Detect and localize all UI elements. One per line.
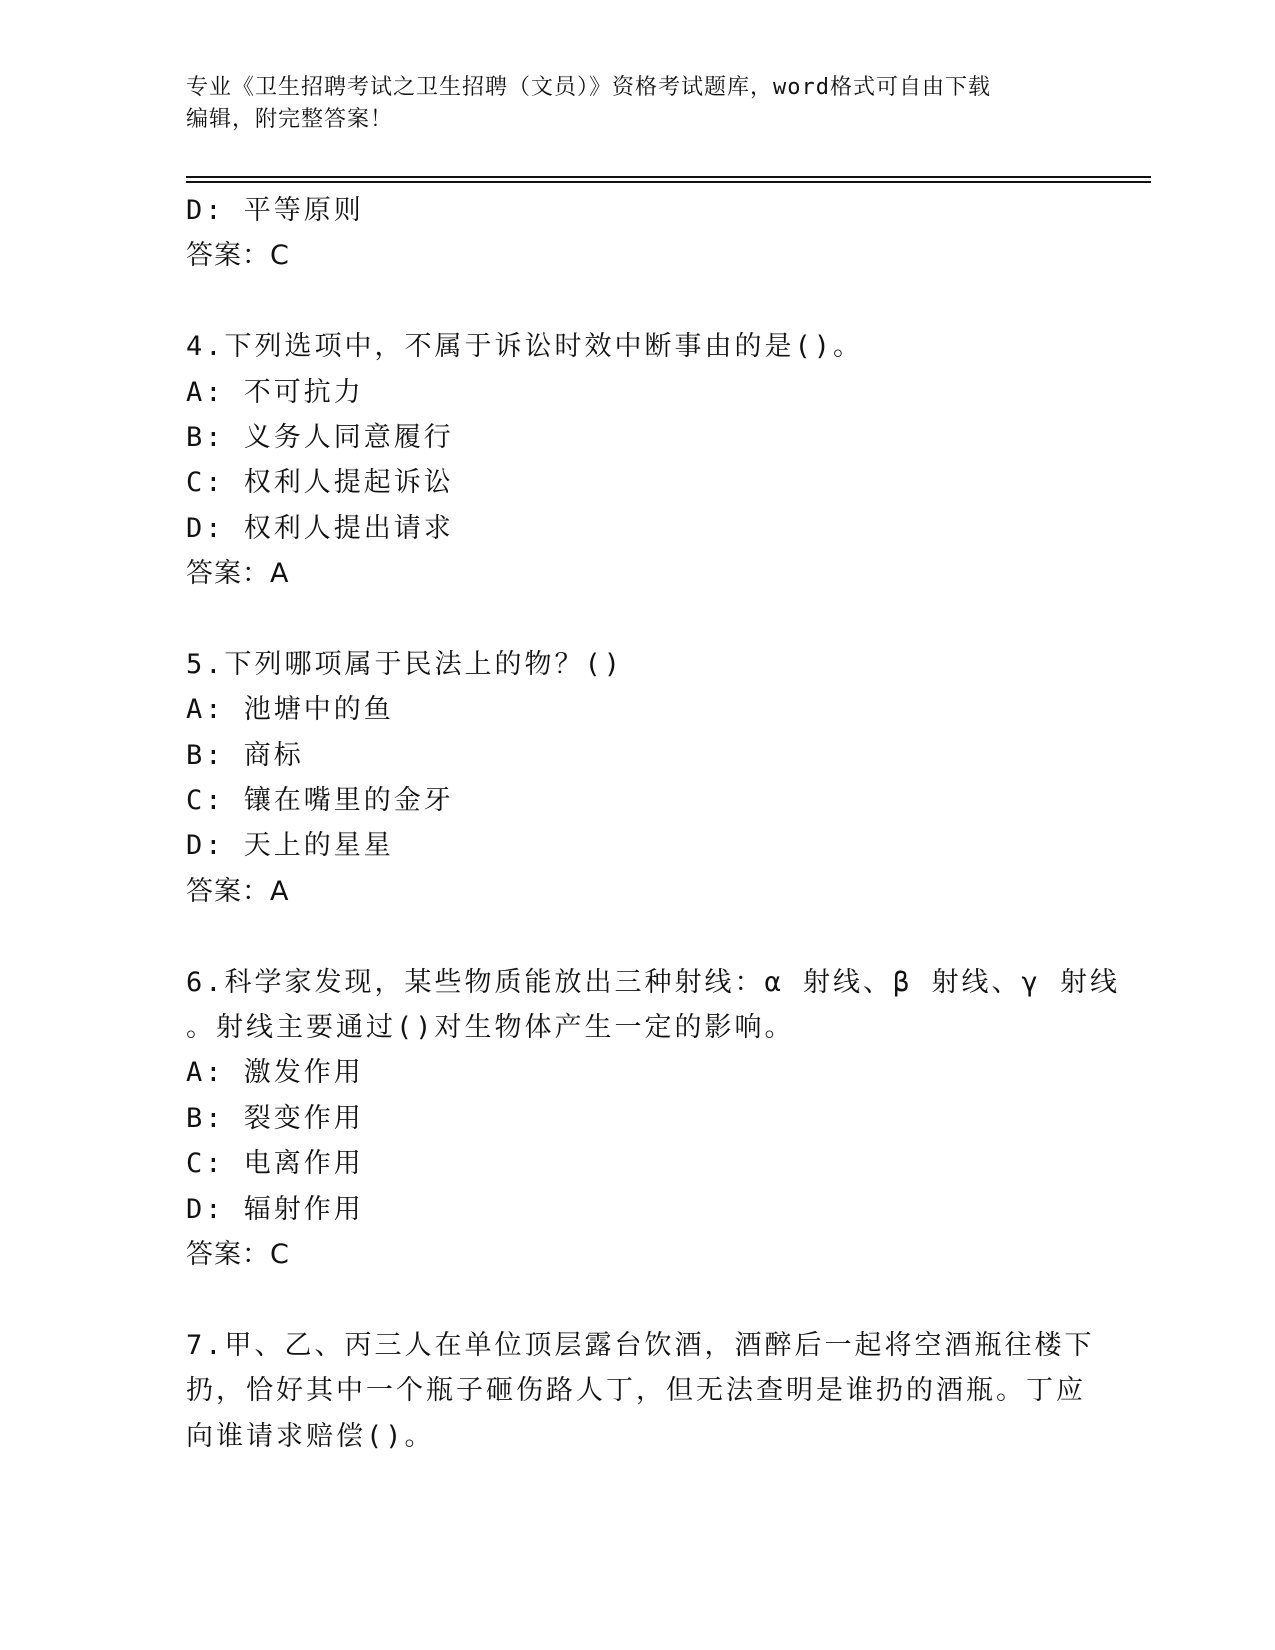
- spacer: [186, 914, 1086, 959]
- question-5: [186, 642, 1086, 914]
- option-c: C: 权利人提起诉讼: [186, 467, 454, 499]
- question-stem: 4.下列选项中，不属于诉讼时效中断事由的是()。: [186, 331, 864, 363]
- header-line-2: 编辑，附完整答案！: [186, 107, 394, 132]
- answer-line: 答案：C: [186, 240, 290, 272]
- option-c: C: 电离作用: [186, 1148, 364, 1180]
- spacer: [186, 279, 1086, 324]
- option-c: C: 镶在嘴里的金牙: [186, 785, 454, 817]
- question-stem: 5.下列哪项属于民法上的物？(): [186, 648, 624, 680]
- question-stem-line-1: 7.甲、乙、丙三人在单位顶层露台饮酒，酒醉后一起将空酒瓶往楼下: [186, 1329, 1095, 1361]
- option-a: A: 池塘中的鱼: [186, 694, 394, 726]
- question-6: [186, 960, 1121, 1278]
- option-d: D: 平等原则: [186, 195, 364, 226]
- option-d: D: 辐射作用: [186, 1193, 364, 1225]
- question-4: [186, 324, 1086, 596]
- header-divider-top: [186, 176, 1151, 178]
- previous-question-tail: [186, 188, 1086, 279]
- option-d: D: 权利人提出请求: [186, 512, 454, 544]
- spacer: [186, 597, 1086, 642]
- option-b: B: 裂变作用: [186, 1102, 364, 1134]
- header-line-1: 专业《卫生招聘考试之卫生招聘（文员）》资格考试题库，word格式可自由下载: [186, 75, 991, 100]
- spacer: [186, 1277, 1086, 1322]
- option-b: B: 义务人同意履行: [186, 421, 454, 453]
- option-a: A: 不可抗力: [186, 376, 364, 408]
- option-b: B: 商标: [186, 739, 304, 771]
- answer-line: 答案：A: [186, 875, 290, 907]
- question-list: [186, 188, 1121, 1459]
- question-stem-line-2: 。射线主要通过()对生物体产生一定的影响。: [186, 1012, 795, 1044]
- question-stem-line-3: 向谁请求赔偿()。: [186, 1420, 435, 1452]
- question-stem-line-1: 6.科学家发现，某些物质能放出三种射线：α 射线、β 射线、γ 射线: [186, 966, 1121, 998]
- page-header: [186, 72, 1086, 136]
- answer-line: 答案：A: [186, 558, 290, 590]
- option-a: A: 激发作用: [186, 1057, 364, 1089]
- answer-line: 答案：C: [186, 1238, 290, 1270]
- header-divider-bottom: [186, 181, 1151, 183]
- question-stem-line-2: 扔，恰好其中一个瓶子砸伤路人丁，但无法查明是谁扔的酒瓶。丁应: [186, 1375, 1086, 1407]
- question-7: [186, 1323, 1095, 1459]
- option-d: D: 天上的星星: [186, 830, 394, 862]
